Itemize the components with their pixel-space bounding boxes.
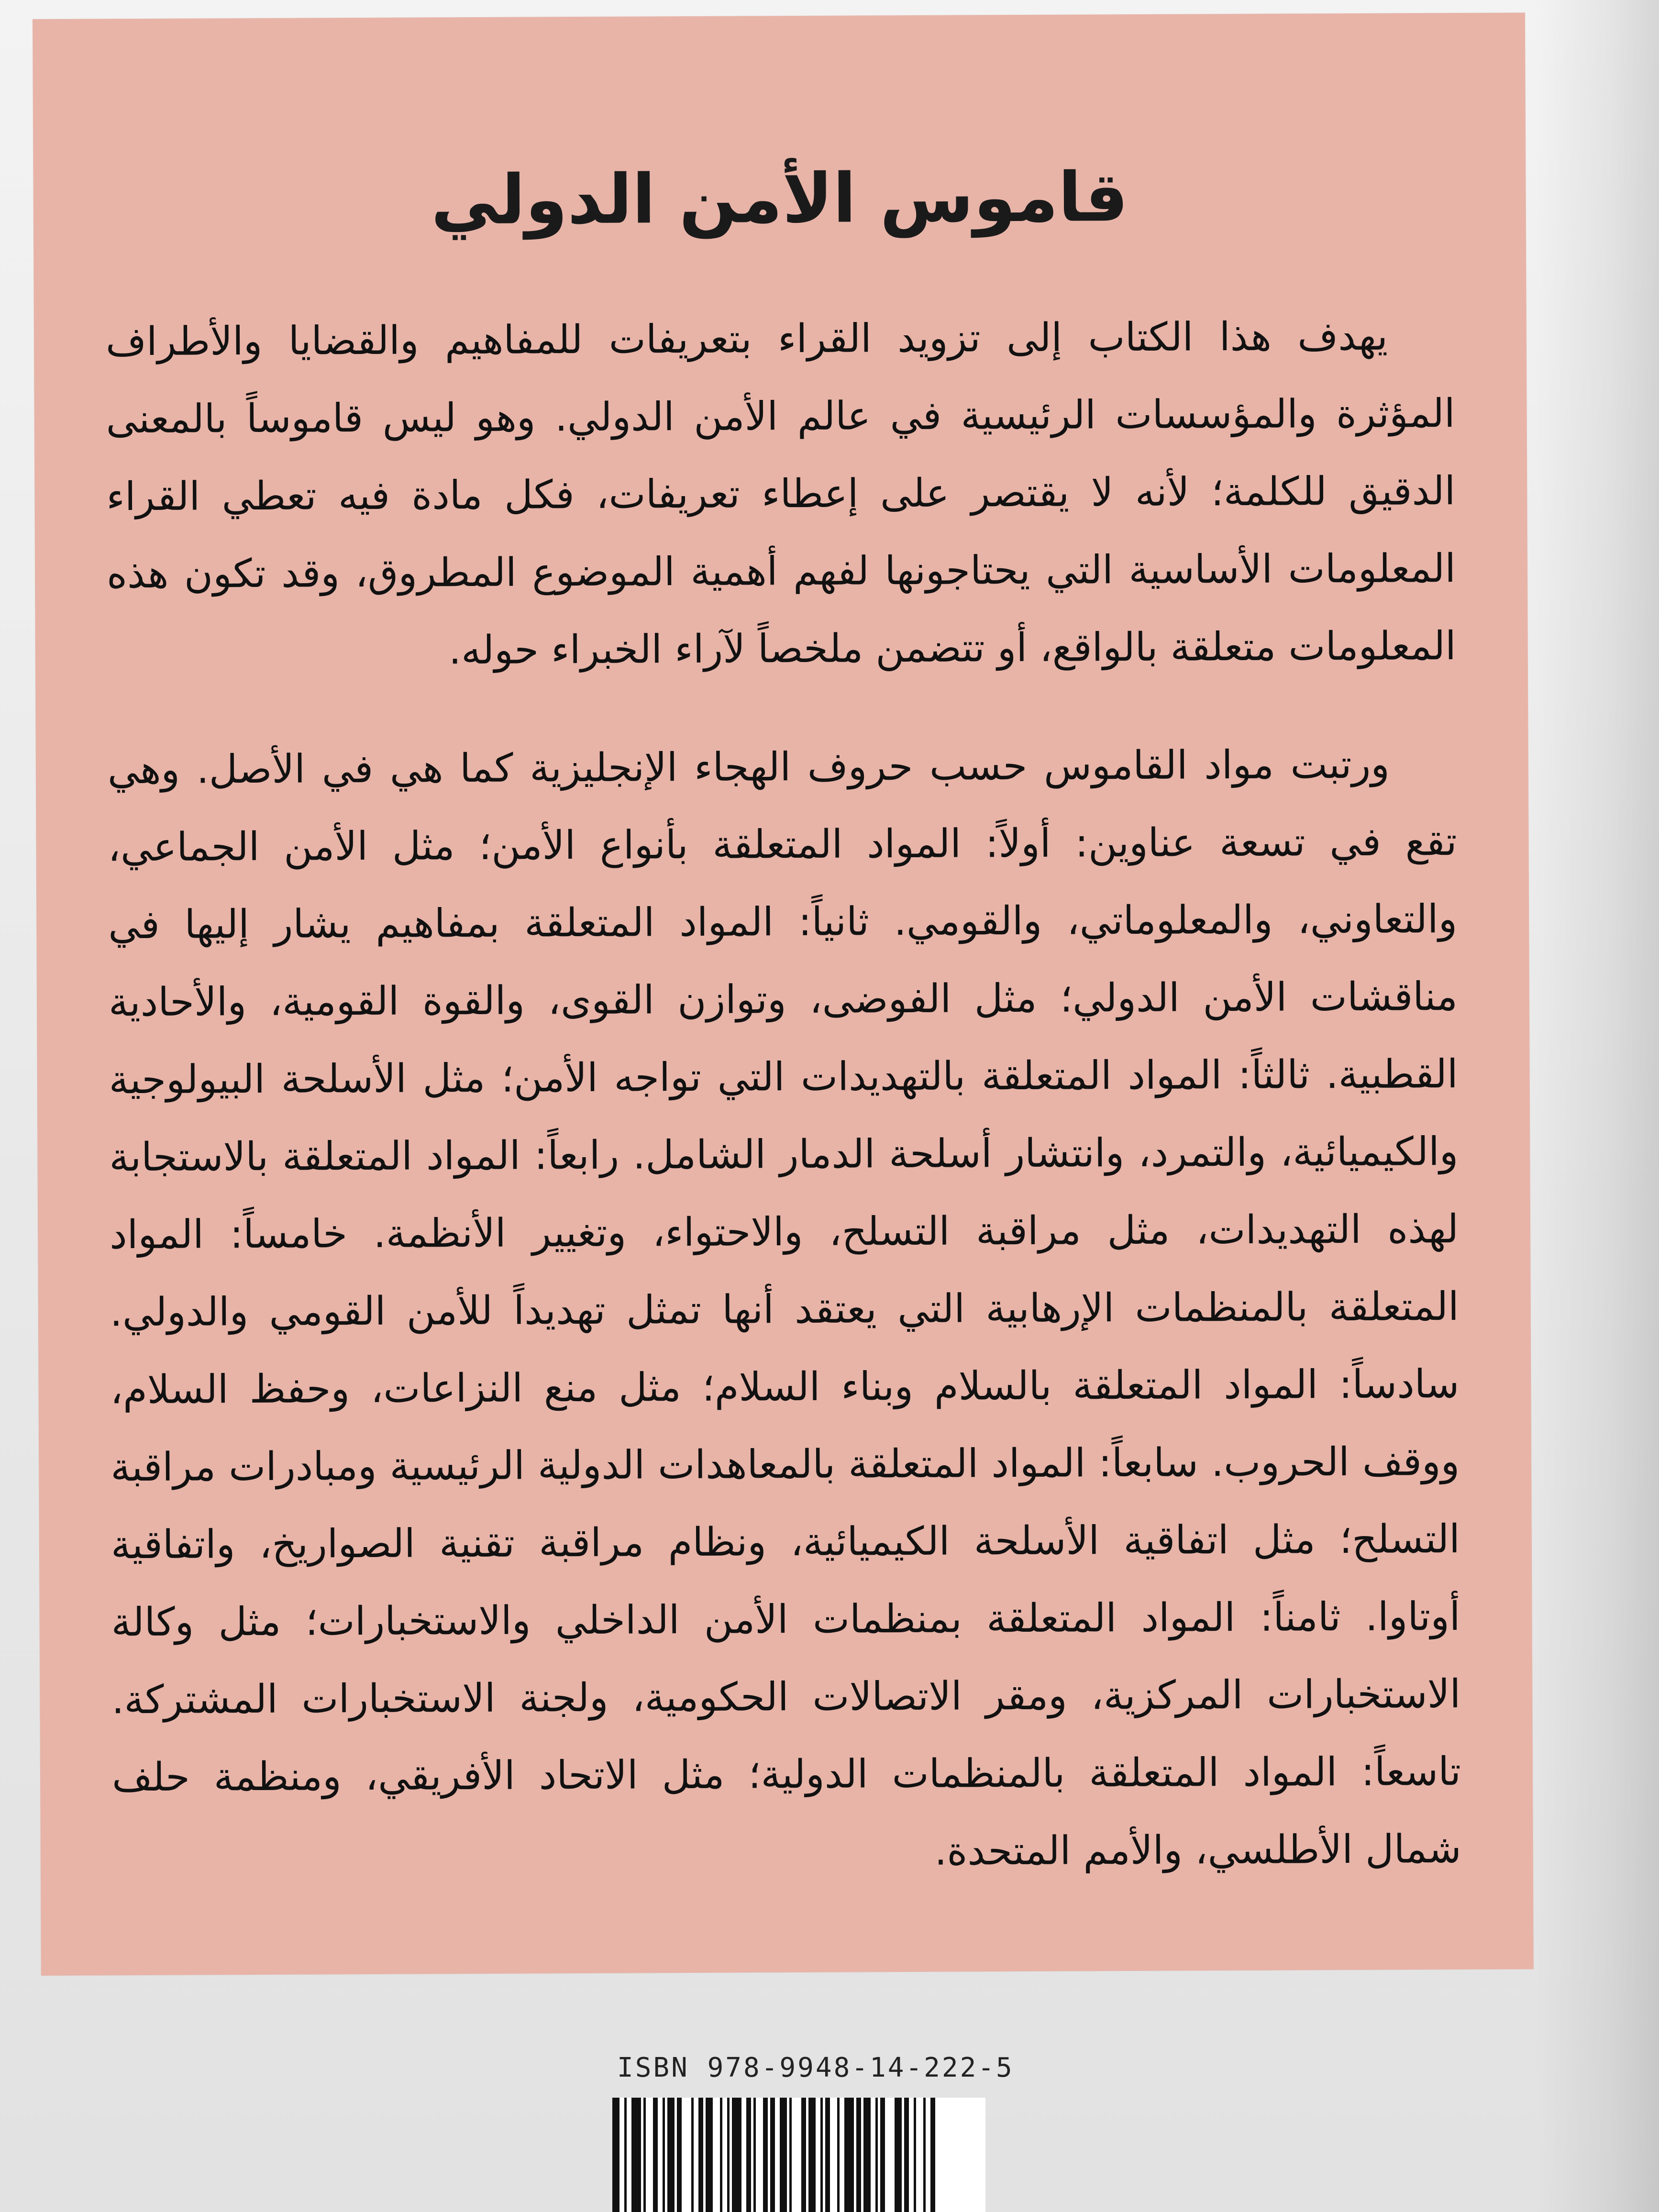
barcode-bar bbox=[706, 2098, 713, 2212]
isbn-label: ISBN 978-9948-14-222-5 bbox=[617, 2052, 1014, 2083]
barcode-bar bbox=[885, 2098, 895, 2212]
barcode-bar bbox=[677, 2098, 682, 2212]
barcode-bar bbox=[646, 2098, 653, 2212]
barcode-bar bbox=[627, 2098, 631, 2212]
barcode-bar bbox=[746, 2098, 751, 2212]
barcode-bar bbox=[780, 2098, 787, 2212]
barcode-bar bbox=[935, 2098, 938, 2212]
barcode-bar bbox=[808, 2098, 816, 2212]
barcode-bar bbox=[840, 2098, 844, 2212]
barcode-bar bbox=[756, 2098, 763, 2212]
barcode-bar bbox=[830, 2098, 837, 2212]
barcode-bar bbox=[801, 2098, 806, 2212]
barcode-bar bbox=[770, 2098, 775, 2212]
barcode-bar bbox=[631, 2098, 641, 2212]
barcode-bar bbox=[741, 2098, 746, 2212]
paragraph-2-text: ورتبت مواد القاموس حسب حروف الهجاء الإنجليزية كما هي في الأصل. وهي تقع في تسعة عناوين: أولاً: المواد المتعلقة بأنواع الأمن؛ مثل الأمن الجماعي، والتعاوني، والمعلوماتي، والقومي. ثانياً: المواد المتعلقة بمفاهيم يشار إليها في مناقشات الأمن الدولي؛ مثل الفوضى، وتوازن القوى، والقوة القومية، والأحادية القطبية. ثالثاً: المواد المتعلقة بالتهديدات التي تواجه الأمن؛ مثل الأسلحة البيولوجية والكيميائية، والتمرد، وانتشار أسلحة الدمار الشامل. رابعاً: المواد المتعلقة بالاستجابة لهذه التهديدات، مثل مراقبة التسلح، والاحتواء، وتغيير الأنظمة. خامساً: المواد المتعلقة بالمنظمات الإرهابية التي يعتقد أنها تمثل تهديداً للأمن القومي والدولي. سادساً: المواد المتعلقة بالسلام وبناء السلام؛ مثل منع النزاعات، وحفظ السلام، ووقف الحروب. سابعاً: المواد المتعلقة بالمعاهدات الدولية الرئيسية ومبادرات مراقبة التسلح؛ مثل اتفاقية الأسلحة الكيميائية، ونظام مراقبة تقنية الصواريخ، واتفاقية أوتاوا. ثامناً: المواد المتعلقة بمنظمات الأمن الداخلي والاستخبارات؛ مثل وكالة الاستخبارات المركزية، ومقر الاتصالات الحكومية، ولجنة الاستخبارات المشتركة. تاسعاً: المواد المتعلقة بالمنظمات الدولية؛ مثل الاتحاد الأفريقي، ومنظمة حلف شمال الأطلسي، والأمم المتحدة. bbox=[107, 741, 1461, 1874]
barcode-bar bbox=[732, 2098, 741, 2212]
description-paragraph-1 bbox=[106, 298, 1457, 691]
barcode-bar bbox=[909, 2098, 914, 2212]
barcode-bar bbox=[658, 2098, 663, 2212]
barcode-bar bbox=[871, 2098, 875, 2212]
book-title: قاموس الأمن الدولي bbox=[431, 158, 1128, 240]
barcode-bar bbox=[792, 2098, 801, 2212]
text-panel bbox=[33, 12, 1534, 1976]
barcode-bar bbox=[880, 2098, 885, 2212]
paragraph-1-text: يهدف هذا الكتاب إلى تزويد القراء بتعريفات للمفاهيم والقضايا والأطراف المؤثرة والمؤسسات الرئيسية في عالم الأمن الدولي. وهو ليس قاموساً بالمعنى الدقيق للكلمة؛ لأنه لا يقتصر على إعطاء تعريفات، فكل مادة فيه تعطي القراء المعلومات الأساسية التي يحتاجونها لفهم أهمية الموضوع المطروق، وقد تكون هذه المعلومات متعلقة بالواقع، أو تتضمن ملخصاً لآراء الخبراء حوله. bbox=[105, 313, 1456, 674]
barcode-bar bbox=[930, 2098, 935, 2212]
barcode bbox=[612, 2098, 985, 2212]
barcode-bar bbox=[694, 2098, 698, 2212]
barcode-bar bbox=[844, 2098, 854, 2212]
barcode-bar bbox=[863, 2098, 871, 2212]
paragraph-indent bbox=[1390, 777, 1457, 778]
barcode-bar bbox=[722, 2098, 727, 2212]
page-edge-shadow bbox=[1535, 0, 1659, 2212]
barcode-bar bbox=[682, 2098, 691, 2212]
barcode-bar bbox=[825, 2098, 830, 2212]
barcode-bar bbox=[612, 2098, 619, 2212]
barcode-bar bbox=[926, 2098, 930, 2212]
barcode-bar bbox=[763, 2098, 768, 2212]
barcode-bar bbox=[775, 2098, 780, 2212]
paragraph-indent bbox=[1388, 349, 1455, 350]
barcode-bar bbox=[698, 2098, 703, 2212]
barcode-bar bbox=[653, 2098, 658, 2212]
barcode-bar bbox=[816, 2098, 820, 2212]
barcode-bar bbox=[713, 2098, 720, 2212]
barcode-bar bbox=[895, 2098, 902, 2212]
barcode-bar bbox=[916, 2098, 923, 2212]
barcode-bar bbox=[667, 2098, 675, 2212]
barcode-bar bbox=[904, 2098, 909, 2212]
description-paragraph-2 bbox=[107, 726, 1461, 1894]
barcode-bar bbox=[856, 2098, 861, 2212]
barcode-bar bbox=[619, 2098, 624, 2212]
